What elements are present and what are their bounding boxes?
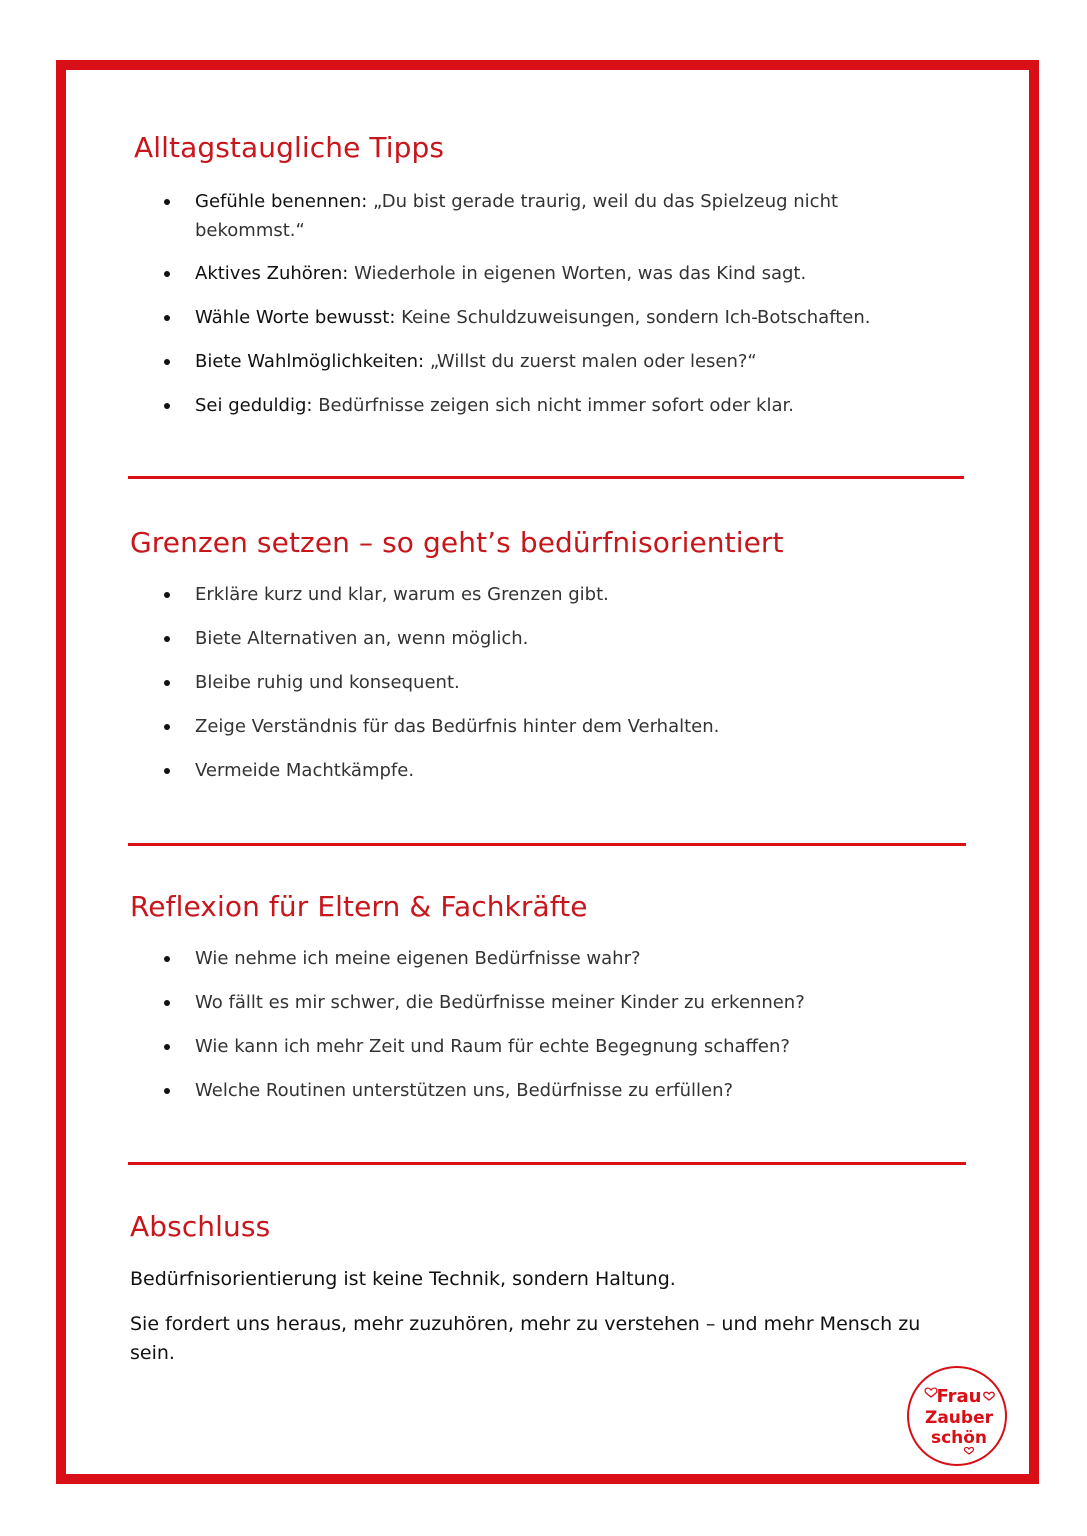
list-item [128, 303, 948, 332]
section-divider [128, 476, 964, 479]
list-item: Vermeide Machtkämpfe. [128, 756, 948, 785]
list-item-term: Wähle Worte bewusst: [195, 307, 396, 328]
heart-icon [925, 1388, 937, 1397]
list-item-text: „Willst du zuerst malen oder lesen?“ [424, 351, 757, 372]
list-item [128, 259, 948, 288]
list-item: Erkläre kurz und klar, warum es Grenzen gibt. [128, 580, 948, 609]
section-title-alltag: Alltagstaugliche Tipps [134, 131, 445, 164]
closing-paragraph: Bedürfnisorientierung ist keine Technik, sondern Haltung. [130, 1268, 676, 1290]
list-item-term: Biete Wahlmöglichkeiten: [195, 351, 425, 372]
logo-text-line: Zauber [925, 1408, 993, 1428]
closing-paragraph: Sie fordert uns heraus, mehr zuzuhören, mehr zu verstehen – und mehr Mensch zu sein. [130, 1313, 921, 1364]
logo-text-line: Frau [936, 1386, 982, 1407]
reflection-list [128, 944, 948, 1105]
list-item [128, 347, 948, 376]
boundaries-list [128, 580, 948, 785]
section-title-grenzen: Grenzen setzen – so geht’s bedürfnisorientiert [130, 526, 784, 559]
list-item: Zeige Verständnis für das Bedürfnis hinter dem Verhalten. [128, 712, 948, 741]
list-item [128, 391, 948, 420]
heart-icon [964, 1448, 973, 1454]
logo-mark [909, 1368, 1009, 1468]
frau-zauberschoen-logo [907, 1366, 1007, 1466]
section-divider [128, 1162, 966, 1165]
list-item: Wie kann ich mehr Zeit und Raum für echte Begegnung schaffen? [128, 1032, 948, 1061]
section-title-abschluss: Abschluss [130, 1210, 271, 1243]
list-item-term: Sei geduldig: [195, 395, 313, 416]
list-item-text: Wiederhole in eigenen Worten, was das Kind sagt. [348, 263, 807, 284]
section-divider [128, 843, 966, 846]
list-item: Welche Routinen unterstützen uns, Bedürfnisse zu erfüllen? [128, 1076, 948, 1105]
list-item: Wie nehme ich meine eigenen Bedürfnisse wahr? [128, 944, 948, 973]
section-title-reflexion: Reflexion für Eltern & Fachkräfte [130, 890, 588, 923]
list-item-text: Keine Schuldzuweisungen, sondern Ich-Botschaften. [395, 307, 871, 328]
tips-list [128, 187, 948, 420]
list-item-text: Bedürfnisse zeigen sich nicht immer sofort oder klar. [312, 395, 794, 416]
list-item-term: Gefühle benennen: [195, 191, 368, 212]
list-item-term: Aktives Zuhören: [195, 263, 349, 284]
list-item-text: „Du bist gerade traurig, weil du das Spielzeug nicht bekommst.“ [195, 191, 839, 241]
list-item [128, 187, 948, 245]
list-item: Bleibe ruhig und konsequent. [128, 668, 948, 697]
heart-icon [984, 1392, 994, 1400]
logo-text-line: schön [930, 1428, 988, 1448]
list-item: Biete Alternativen an, wenn möglich. [128, 624, 948, 653]
list-item: Wo fällt es mir schwer, die Bedürfnisse meiner Kinder zu erkennen? [128, 988, 948, 1017]
